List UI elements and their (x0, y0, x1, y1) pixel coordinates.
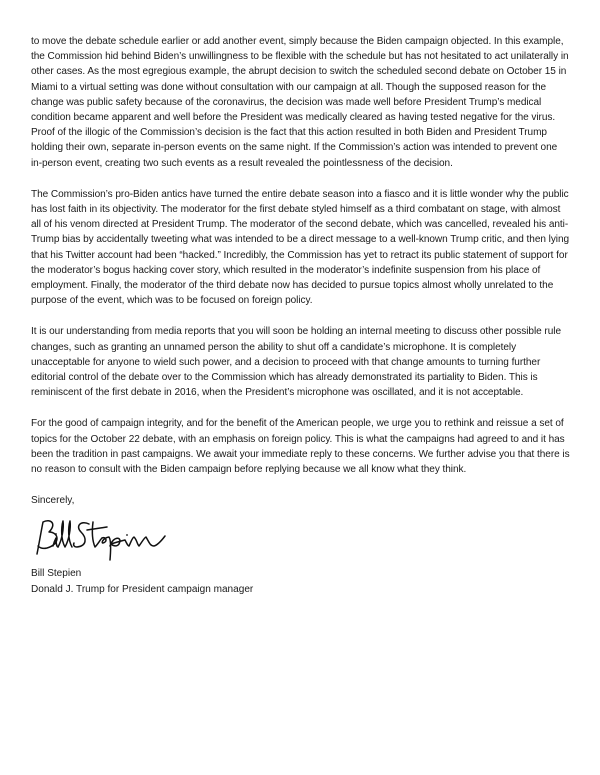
body-paragraph-4: For the good of campaign integrity, and for the benefit of the American people, we urge you to rethink and reissue a set of topics for the October 22 debate, with an emphasis on foreign policy. This is what the campaigns had agreed to and it has been the tradition in past campaigns. We await your immediate reply to these concerns. We further advise you that there is no reason to consult with the Biden campaign before replying because we all know what they think. (31, 418, 570, 476)
signature-image (31, 516, 171, 564)
body-paragraph-3: It is our understanding from media reports that you will soon be holding an internal meeting to discuss other possible rule changes, such as granting an unnamed person the ability to shut off a candidate’s microphone. It is completely unacceptable for anyone to wield such power, and a decision to proceed with that change amounts to turning further editorial control of the debate over to the Commission which has already demonstrated its partiality to Biden. This is reminiscent of the first debate in 2016, when the President’s microphone was oscillated, and it is not acceptable. (31, 326, 561, 399)
body-paragraph-1: to move the debate schedule earlier or add another event, simply because the Biden campaign objected. In this example, the Commission hid behind Biden’s unwillingness to be flexible with the schedule but has not hesitated to act unilaterally in other cases. As the most egregious example, the abrupt decision to switch the scheduled second debate on October 15 in Miami to a virtual setting was done without consultation with our campaign at all. Though the supposed reason for the change was public safety because of the coronavirus, the decision was made well before President Trump’s medical condition became apparent and well before the President was medically cleared as having tested negative for the virus. Proof of the illogic of the Commission’s decision is the fact that this action resulted in both Biden and President Trump holding their own, separate in-person events on the same night. If the Commission’s action was intended to prevent one in-person event, creating two such events as a result revealed the pointlessness of the decision. (31, 36, 569, 169)
signer-title: Donald J. Trump for President campaign manager (31, 583, 254, 595)
signer-name: Bill Stepien (31, 568, 82, 580)
closing-salutation: Sincerely, (31, 495, 75, 507)
body-paragraph-2: The Commission’s pro-Biden antics have turned the entire debate season into a fiasco and it is little wonder why the public has lost faith in its objectivity. The moderator for the first debate styled himself as a third combatant on stage, with almost all of his venom directed at President Trump. The moderator of the second debate, which was cancelled, revealed his anti-Trump bias by accidentally tweeting what was intended to be a direct message to a well-known Trump critic, and then lying that his Twitter account had been “hacked.” Incredibly, the Commission has yet to retract its public statement of support for the moderator’s bogus hacking cover story, which resulted in the moderator’s indefinite suspension from his place of employment. Finally, the moderator of the third debate now has decided to pursue topics almost wholly unrelated to the purpose of the event, which was to be focused on foreign policy. (31, 188, 570, 307)
